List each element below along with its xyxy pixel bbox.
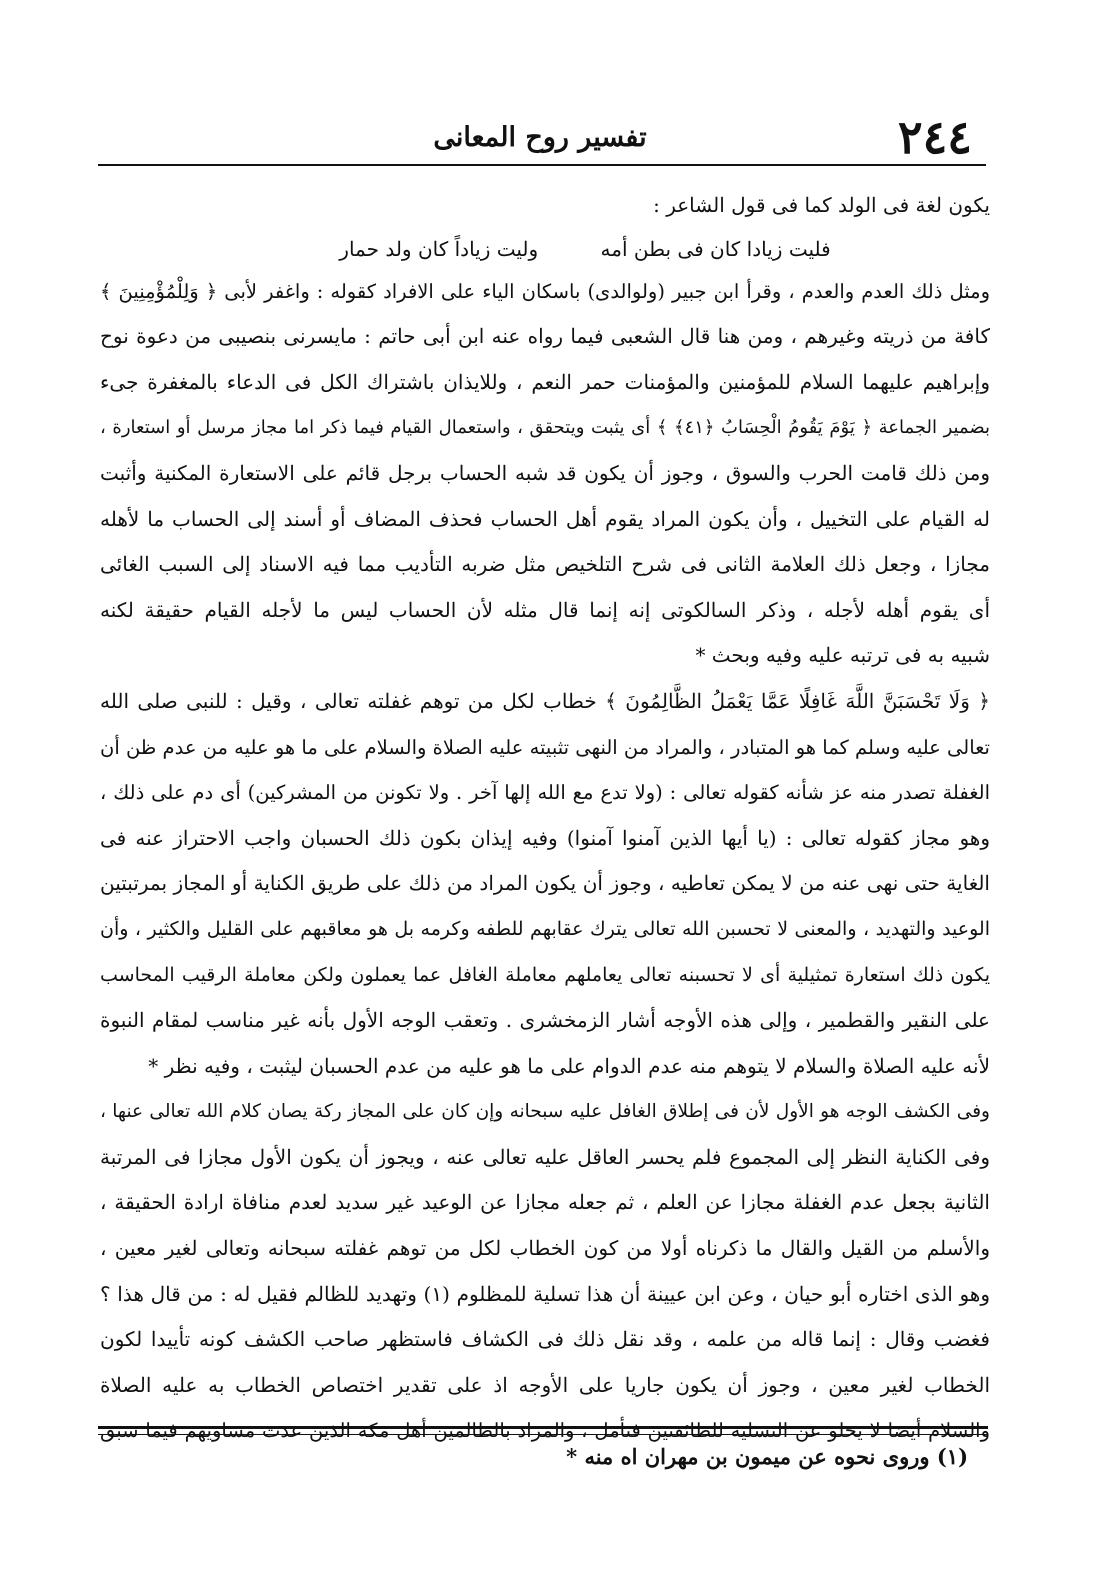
page-number: ٢٤٤ xyxy=(897,110,972,164)
text-line: مجازا ، وجعل ذلك العلامة الثانى فى شرح التلخيص مثل ضربه التأديب مما فيه الاسناد إلى السبب الغائى xyxy=(100,552,990,577)
page-header xyxy=(100,108,980,168)
footnote: (١) وروى نحوه عن ميمون بن مهران اه منه * xyxy=(566,1444,968,1469)
text-line: ومن ذلك قامت الحرب والسوق ، وجوز أن يكون قد شبه الحساب برجل قائم على الاستعارة المكنية وأثبت xyxy=(100,460,990,485)
verse-first-hemistich: فليت زيادا كان فى بطن أمه xyxy=(600,236,831,261)
footnote-separator xyxy=(98,1426,988,1435)
poetry-verse xyxy=(100,229,990,269)
text-line: كافة من ذريته وغيرهم ، ومن هنا قال الشعبى فيما رواه عنه ابن أبى حاتم : مايسرنى بنصيبى من دعوة نوح xyxy=(100,324,990,349)
text-line: أى يقوم أهله لأجله ، وذكر السالكوتى إنه إنما قال مثله لأن الحساب ليس ما لأجله القيام حقيقة لكنه xyxy=(100,597,990,622)
intro-line: يكون لغة فى الولد كما فى قول الشاعر : xyxy=(653,193,990,217)
text-line: فغضب وقال : إنما قاله من علمه ، وقد نقل ذلك فى الكشاف فاستظهر صاحب الكشف كونه تأييدا لكون xyxy=(100,1327,990,1352)
text-line: له القيام على التخييل ، وأن يكون المراد يقوم أهل الحساب فحذف المضاف أو أسند إلى الحساب ما لأهله xyxy=(100,506,990,531)
text-line: الوعيد والتهديد ، والمعنى لا تحسبن الله تعالى يترك عقابهم للطفه وكرمه بل هو معاقبهم على القليل والكثير ، وأن xyxy=(100,917,990,940)
text-line: الغاية حتى نهى عنه من لا يمكن تعاطيه ، وجوز أن يكون المراد من ذلك على طريق الكناية أو المجاز بمرتبتين xyxy=(100,871,990,896)
text-line: وهو مجاز كقوله تعالى : (يا أيها الذين آمنوا آمنوا) وفيه إيذان بكون ذلك الحسبان واجب الاحتراز عنه فى xyxy=(100,825,990,850)
text-line: ﴿ وَلَا تَحْسَبَنَّ اللَّهَ غَافِلًا عَمَّا يَعْمَلُ الظَّالِمُونَ ﴾ خطاب لكل من توهم غفلته تعالى ، وقيل : للنبى صلى الله xyxy=(100,688,990,713)
header-rule xyxy=(98,164,986,166)
text-line: والأسلم من القيل والقال ما ذكرناه أولا من كون الخطاب لكل من توهم غفلته سبحانه وتعالى لغير معين ، xyxy=(100,1236,990,1261)
text-line: يكون ذلك استعارة تمثيلية أى لا تحسبنه تعالى يعاملهم معاملة الغافل عما يعملون ولكن معاملة الرقيب المحاسب xyxy=(100,963,990,986)
body-text xyxy=(100,183,990,1454)
text-line: الغفلة تصدر منه عز شأنه كقوله تعالى : (ولا تدع مع الله إلها آخر . ولا تكونن من المشركين) أى دم على ذلك ، xyxy=(100,781,990,805)
text-line: الخطاب لغير معين ، وجوز أن يكون جاريا على الأوجه اذ على تقدير اختصاص الخطاب به عليه الصلاة xyxy=(100,1372,990,1397)
text-line: وفى الكشف الوجه هو الأول لأن فى إطلاق الغافل عليه سبحانه وإن كان على المجاز ركة يصان كلام الله تعالى عنها ، xyxy=(100,1101,990,1123)
text-line: شبيه به فى ترتبه عليه وفيه وبحث * xyxy=(695,643,990,668)
text-line: وفى الكناية النظر إلى المجموع فلم يحسر العاقل عليه تعالى عنه ، ويجوز أن يكون الأول مجازا فى المرتبة xyxy=(100,1144,990,1169)
running-title: تفسير روح المعانى xyxy=(433,122,647,153)
text-line: بضمير الجماعة ﴿ يَوْمَ يَقُومُ الْحِسَابُ ﴿٤١﴾ ﴾ أى يثبت ويتحقق ، واستعمال القيام فيما ذكر اما مجاز مرسل أو استعارة ، xyxy=(100,417,990,439)
text-line: ومثل ذلك العدم والعدم ، وقرأ ابن جبير (ولوالدى) باسكان الياء على الافراد كقوله : واغفر لأبى ﴿ وَلِلْمُؤْمِنِينَ ﴾ xyxy=(100,279,990,303)
text-line: تعالى عليه وسلم كما هو المتبادر ، والمراد من النهى تثبيته عليه الصلاة والسلام على ما هو عليه من عدم ظن أن xyxy=(100,735,990,759)
text-line: وإبراهيم عليهما السلام للمؤمنين والمؤمنات حمر النعم ، وللايذان باشتراك الكل فى الدعاء بالمغفرة جىء xyxy=(100,369,990,394)
verse-second-hemistich: وليت زياداً كان ولد حمار xyxy=(339,236,539,261)
text-line: لأنه عليه الصلاة والسلام لا يتوهم منه عدم الدوام على ما هو عليه من عدم الحسبان ليثبت ، وفيه نظر * xyxy=(148,1053,990,1078)
text-line: الثانية بجعل عدم الغفلة مجازا عن العلم ، ثم جعله مجازا عن الوعيد غير سديد لعدم منافاة ارادة الحقيقة ، xyxy=(100,1190,990,1215)
text-line: وهو الذى اختاره أبو حيان ، وعن ابن عيينة أن هذا تسلية للمظلوم (١) وتهديد للظالم فقيل له : من قال هذا ؟ xyxy=(100,1281,990,1306)
text-line: على النقير والقطمير ، وإلى هذه الأوجه أشار الزمخشرى . وتعقب الوجه الأول بأنه غير مناسب لمقام النبوة xyxy=(100,1008,990,1033)
text-line: والسلام أيضا لا يخلو عن التسلية للطائفتين فتأمل ، والمراد بالظالمين أهل مكة الذين عدت مساويهم فيما سبق xyxy=(100,1419,990,1443)
